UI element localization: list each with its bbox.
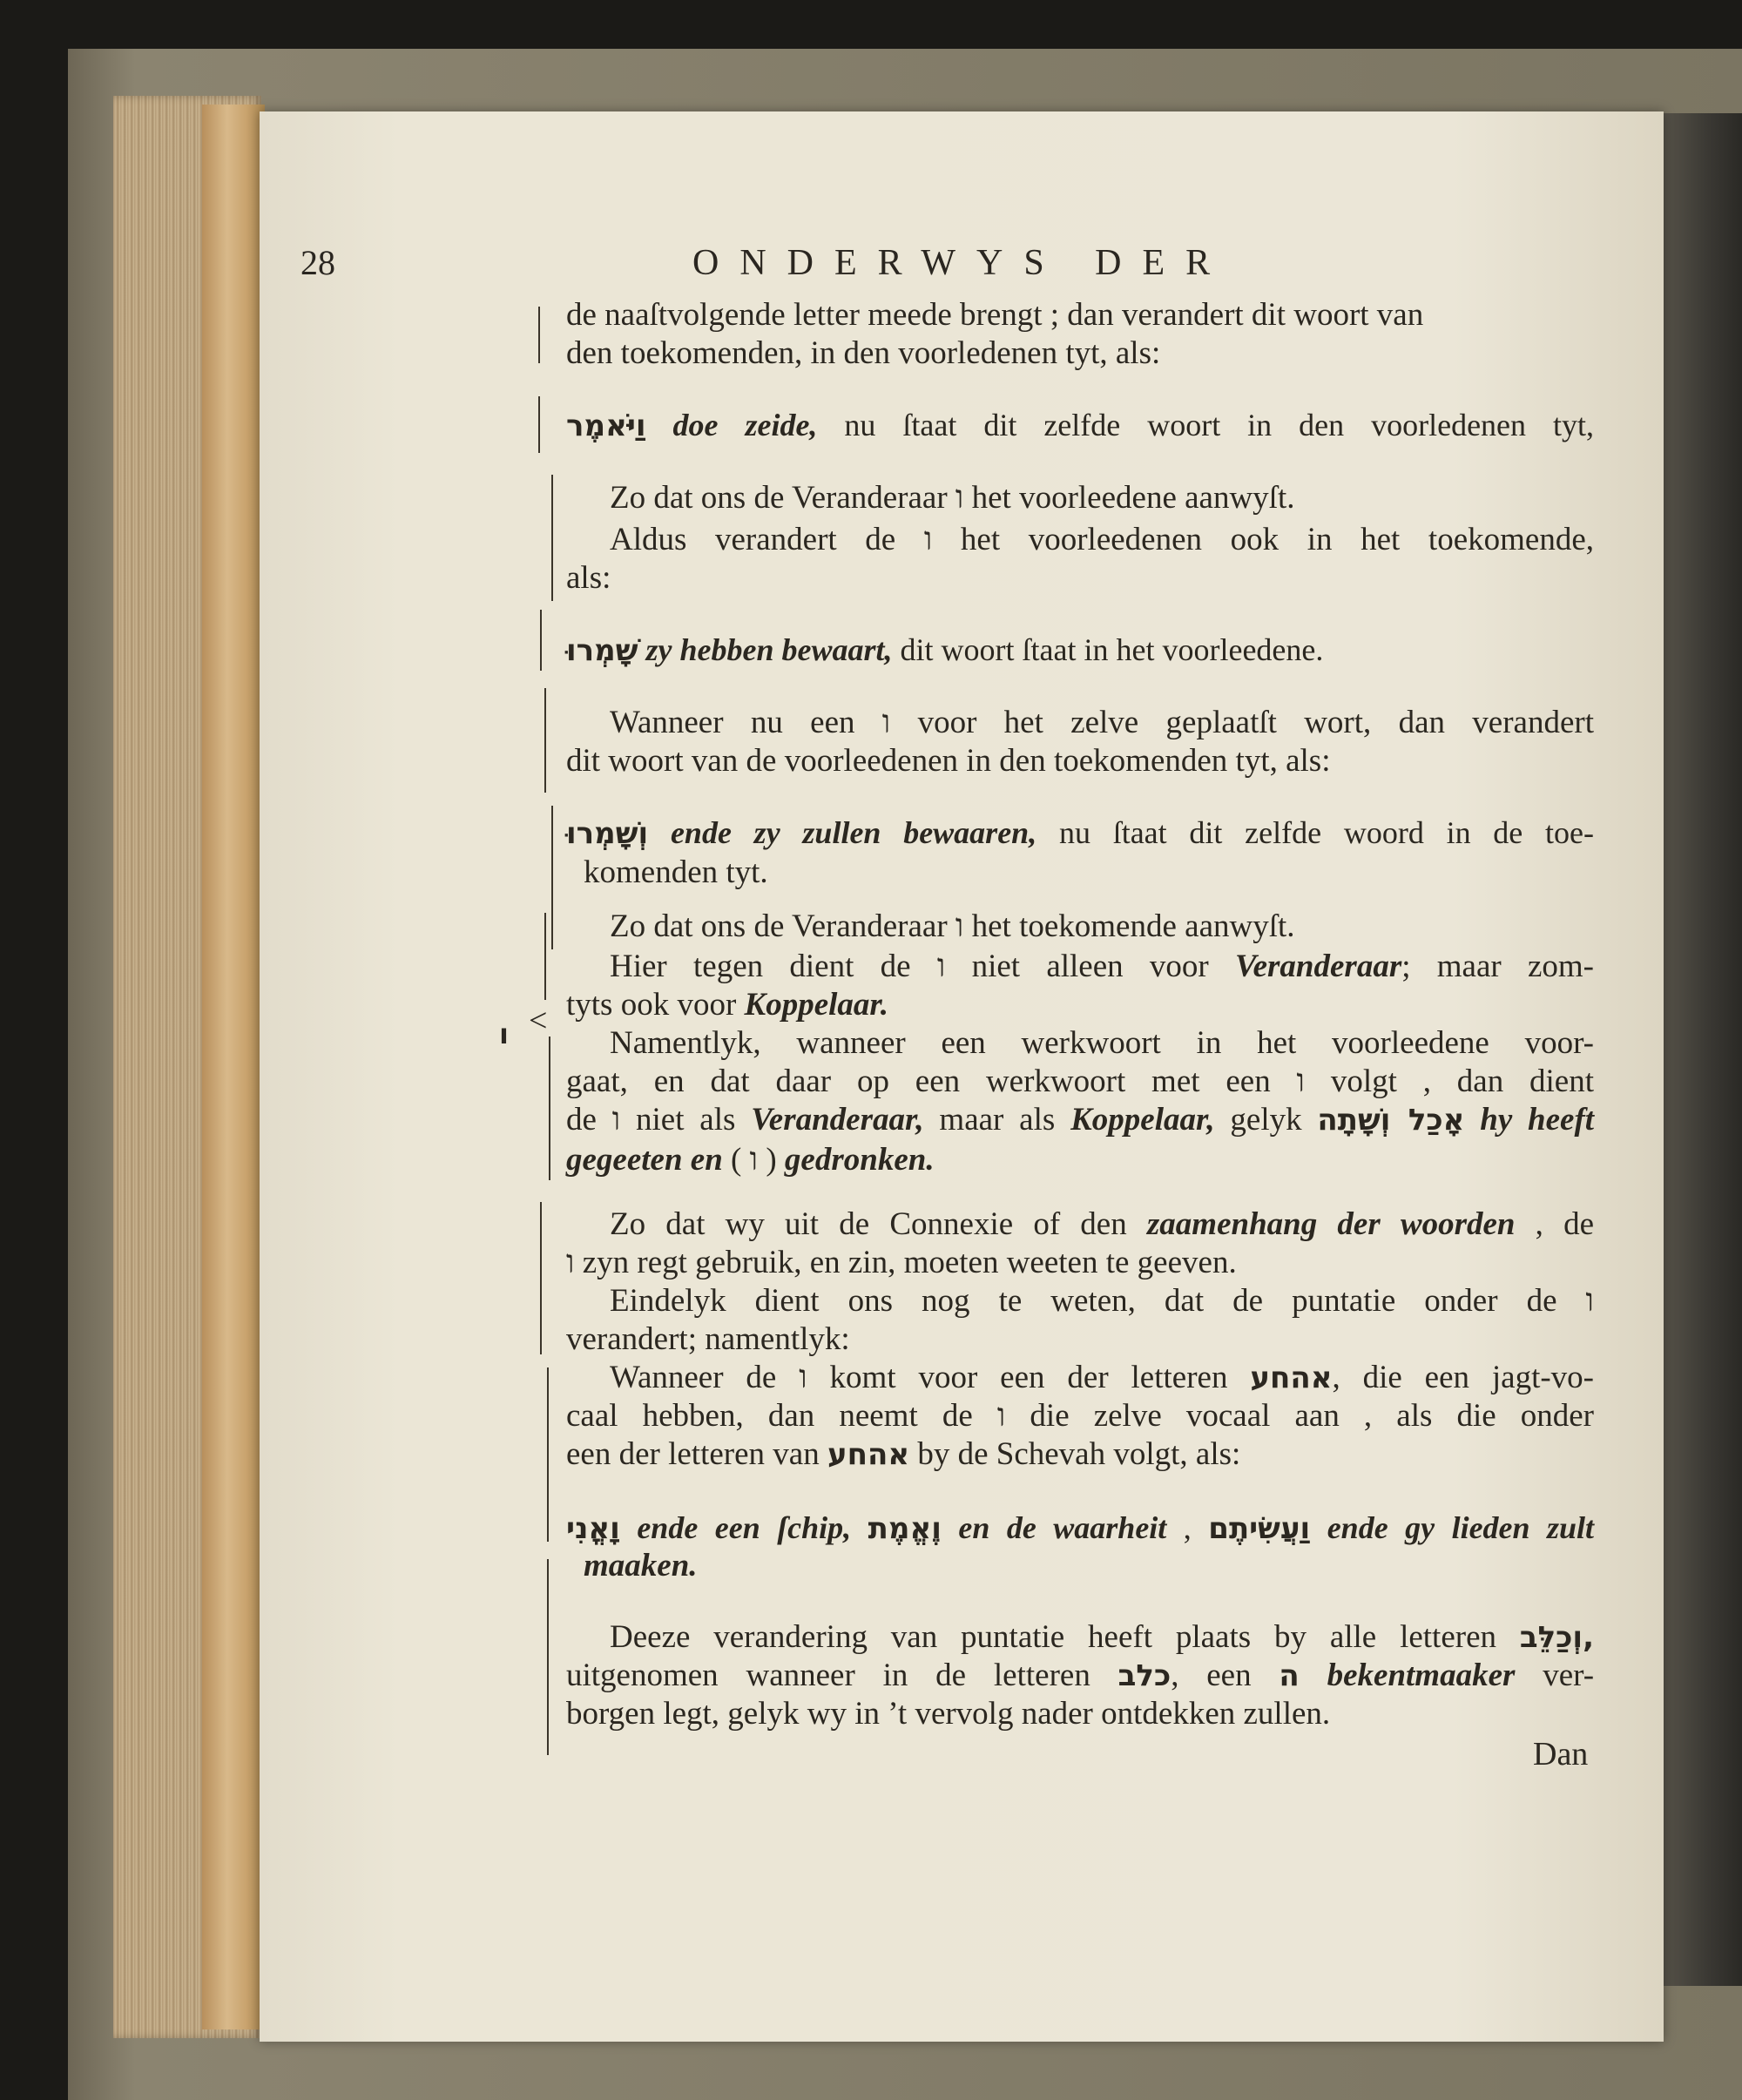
text-line: ו zyn regt gebruik, en zin, moeten weeten te geeven. — [566, 1245, 1237, 1280]
text-line: Eindelyk dient ons nog te weten, dat de puntatie onder de ו — [610, 1283, 1594, 1319]
cover-right-edge — [1659, 113, 1742, 1986]
text-line: dit woort van de voorleedenen in den toekomenden tyt, als: — [566, 743, 1331, 779]
text-line: Zo dat ons de Veranderaar ו het toekomende aanwyſt. — [610, 908, 1295, 944]
margin-bracket — [544, 913, 546, 1000]
text-line: Hier tegen dient de ו niet alleen voor Veranderaar; maar zom- — [610, 949, 1594, 984]
text-line: Deeze verandering van puntatie heeft plaats by alle letteren וְכַלֵּב, — [610, 1619, 1594, 1655]
margin-note: ו — [499, 1017, 509, 1050]
text-line: gegeeten en ( ו ) gedronken. — [566, 1142, 935, 1178]
text-line: verandert; namentlyk: — [566, 1321, 850, 1357]
text-line: de naaſtvolgende letter meede brengt ; dan verandert dit woort van — [566, 297, 1424, 333]
margin-bracket — [549, 1036, 550, 1180]
text-line: den toekomenden, in den voorledenen tyt, als: — [566, 335, 1161, 371]
page-edges — [202, 105, 265, 2029]
margin-bracket — [540, 1202, 542, 1354]
text-line: caal hebben, dan neemt de ו die zelve vocaal aan , als die onder — [566, 1398, 1595, 1434]
text-line: Wanneer de ו komt voor een der letteren אהחע, die een jagt-vo- — [610, 1360, 1594, 1395]
text-line: Zo dat ons de Veranderaar ו het voorleedene aanwyſt. — [610, 480, 1295, 516]
running-head: ONDERWYS DER — [692, 243, 1232, 283]
text-line: Aldus verandert de ו het voorleedenen ook in het toekomende, — [610, 522, 1594, 557]
margin-bracket — [551, 806, 553, 949]
text-line: שָׁמְרוּ zy hebben bewaart, dit woort ſtaat in het voorleedene. — [566, 632, 1324, 668]
text-line: borgen legt, gelyk wy in ’t vervolg nader ontdekken zullen. — [566, 1696, 1331, 1732]
text-line: komenden tyt. — [584, 854, 768, 890]
margin-bracket — [538, 307, 540, 363]
text-line: וָאֳנִי ende een ſchip, וֶאֱמֶת en de waarheit , וַעֲשִׂיתֶם ende gy lieden zult — [566, 1510, 1595, 1546]
text-line: maaken. — [584, 1548, 698, 1583]
text-line: tyts ook voor Koppelaar. — [566, 987, 889, 1023]
text-line: een der letteren van אהחע by de Schevah volgt, als: — [566, 1436, 1241, 1472]
text-line: Namentlyk, wanneer een werkwoort in het voorleedene voor- — [610, 1025, 1594, 1061]
text-line: וְשָׁמְרוּ ende zy zullen bewaaren, nu ſtaat dit zelfde woord in de toe- — [566, 815, 1595, 851]
text-line: gaat, en dat daar op een werkwoort met een ו volgt , dan dient — [566, 1064, 1595, 1099]
margin-brace: < — [529, 1003, 548, 1039]
margin-bracket — [544, 688, 546, 793]
page-number: 28 — [300, 243, 335, 282]
text-line: uitgenomen wanneer in de letteren כלב, een ה bekentmaaker ver- — [566, 1658, 1595, 1693]
text-line: וַיֹּאמֶר doe zeide, nu ſtaat dit zelfde woort in den voorledenen tyt, — [566, 408, 1595, 443]
text-line: Wanneer nu een ו voor het zelve geplaatſt wort, dan verandert — [610, 705, 1594, 740]
text-line: als: — [566, 560, 611, 596]
catchword: Dan — [1533, 1736, 1589, 1773]
margin-bracket — [547, 1559, 549, 1755]
margin-bracket — [547, 1367, 549, 1542]
margin-bracket — [551, 475, 553, 601]
text-line: Zo dat wy uit de Connexie of den zaamenhang der woorden , de — [610, 1206, 1594, 1242]
margin-bracket — [538, 396, 540, 453]
margin-bracket — [540, 610, 542, 671]
text-line: de ו niet als Veranderaar, maar als Koppelaar, gelyk אָכַל וְשָׁתָה hy heeft — [566, 1102, 1595, 1138]
